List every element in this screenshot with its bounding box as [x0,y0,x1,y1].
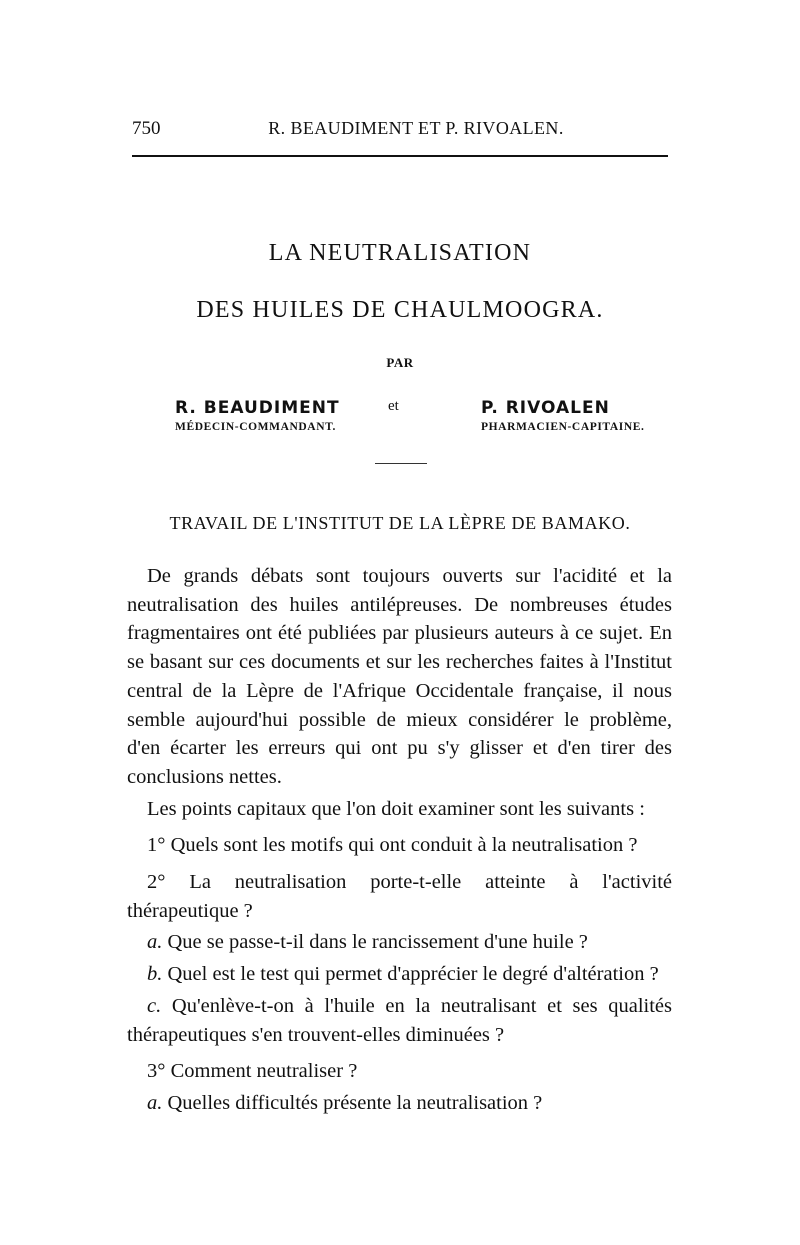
header-rule [132,155,668,157]
page-number: 750 [132,118,161,139]
author-1-name: R. BEAUDIMENT [175,398,340,418]
article-title-line-1: LA NEUTRALISATION [268,240,532,266]
running-header [132,118,668,142]
list-text: Quels sont les motifs qui ont conduit à la neutralisation ? [170,834,638,857]
list-item [127,868,672,925]
list-item [127,1057,672,1086]
list-marker: a. [147,931,163,954]
byline-conjunction: et [388,398,399,414]
author-2-name: P. RIVOALEN [481,398,610,418]
list-item [127,960,672,989]
list-item [127,928,672,957]
byline-par: PAR [386,355,414,370]
list-marker: b. [147,963,163,986]
intro-paragraph: De grands débats sont toujours ouverts sur l'acidité et la neutralisation des huiles antilépreuses. De nombreuses études fragmentaires ont été publiées par plusieurs auteurs à ce sujet. En se basant sur ces documents et sur les recherches faites à l'Institut central de la Lèpre de l'Afrique Occidentale française, il nous semble aujourd'hui possible de mieux considérer le problème, d'en écarter les erreurs qui ont pu s'y glisser et d'en tirer des conclusions nettes. [127,565,672,788]
list-text: Quelles difficultés présente la neutralisation ? [167,1091,543,1114]
points-intro-paragraph: Les points capitaux que l'on doit examiner sont les suivants : [147,797,645,820]
list-text: La neutralisation porte-t-elle atteinte à l'activité thérapeutique ? [127,871,673,922]
list-marker: 1° [147,834,166,857]
list-marker: 3° [147,1060,166,1083]
list-marker: 2° [147,871,166,894]
list-text: Comment neutraliser ? [170,1060,358,1083]
list-item [127,1089,672,1118]
institute-heading: TRAVAIL DE L'INSTITUT DE LA LÈPRE DE BAMAKO. [169,513,631,533]
author-2-rank: PHARMACIEN-CAPITAINE. [481,421,645,433]
section-divider [375,463,427,464]
running-title: R. BEAUDIMENT ET P. RIVOALEN. [268,118,564,138]
list-marker: a. [147,1091,163,1114]
list-marker: c. [147,994,162,1017]
list-item [127,992,672,1049]
list-item [127,831,672,860]
list-text: Qu'enlève-t-on à l'huile en la neutralisant et ses qualités thérapeutiques s'en trouvent-elles diminuées ? [127,994,672,1046]
list-text: Quel est le test qui permet d'apprécier le degré d'altération ? [167,963,659,986]
author-1-rank: MÉDECIN-COMMANDANT. [175,421,336,433]
list-text: Que se passe-t-il dans le rancissement d'une huile ? [167,931,588,954]
body-text [127,562,672,1118]
article-title-line-2: DES HUILES DE CHAULMOOGRA. [196,297,604,323]
